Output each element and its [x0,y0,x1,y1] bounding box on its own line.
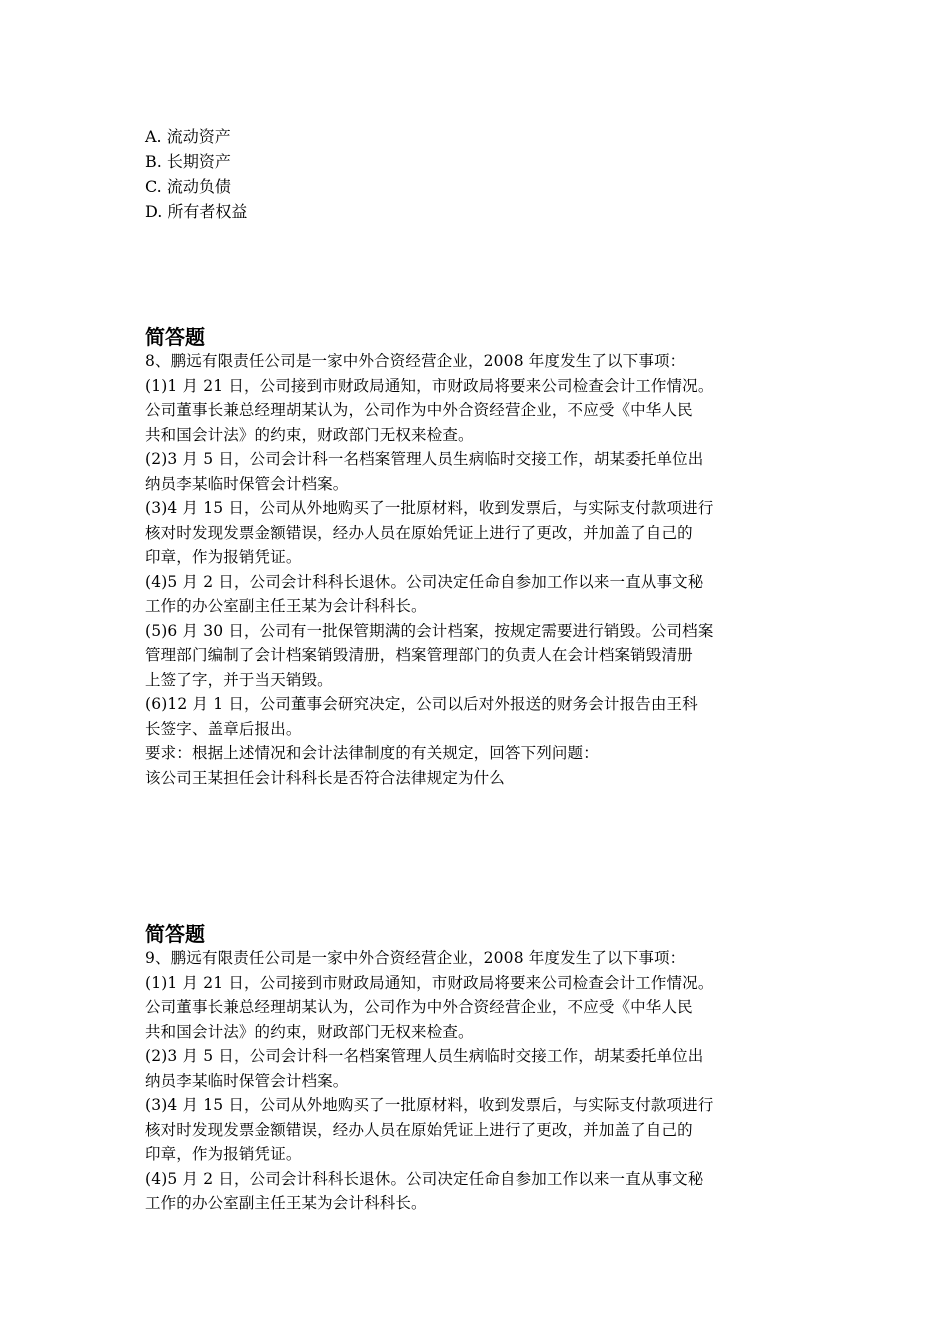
question-line: 9、鹏远有限责任公司是一家中外合资经营企业，2008 年度发生了以下事项： [145,949,686,967]
question-section-9 [145,920,815,1216]
answer-options [145,124,825,224]
question-line: 印章，作为报销凭证。 [145,1145,302,1163]
question-line: (1)1 月 21 日，公司接到市财政局通知，市财政局将要来公司检查会计工作情况。 [145,973,714,992]
option-a: A. 流动资产 [145,127,231,146]
section-heading: 简答题 [145,325,205,349]
question-line: (5)6 月 30 日，公司有一批保管期满的会计档案，按规定需要进行销毁。公司档案 [145,621,714,640]
question-line: 公司董事长兼总经理胡某认为，公司作为中外合资经营企业，不应受《中华人民 [145,401,693,419]
question-line: 工作的办公室副主任王某为会计科科长。 [145,597,427,615]
question-line: (4)5 月 2 日，公司会计科科长退休。公司决定任命自参加工作以来一直从事文秘 [145,572,704,591]
question-line: 印章，作为报销凭证。 [145,548,302,566]
question-line: 核对时发现发票金额错误，经办人员在原始凭证上进行了更改，并加盖了自己的 [145,1120,693,1139]
question-line: 共和国会计法》的约束，财政部门无权来检查。 [145,1022,474,1041]
section-heading: 简答题 [145,922,205,946]
question-section-8 [145,323,815,790]
question-line: 8、鹏远有限责任公司是一家中外合资经营企业，2008 年度发生了以下事项： [145,352,686,370]
question-line: (2)3 月 5 日，公司会计科一名档案管理人员生病临时交接工作，胡某委托单位出 [145,1047,704,1065]
question-line: (4)5 月 2 日，公司会计科科长退休。公司决定任命自参加工作以来一直从事文秘 [145,1169,704,1188]
question-line: 管理部门编制了会计档案销毁清册，档案管理部门的负责人在会计档案销毁清册 [145,646,693,664]
option-c: C. 流动负债 [145,177,231,196]
question-line: 该公司王某担任会计科科长是否符合法律规定为什么 [145,768,505,787]
question-line: (3)4 月 15 日，公司从外地购买了一批原材料，收到发票后，与实际支付款项进行 [145,499,714,517]
question-line: 公司董事长兼总经理胡某认为，公司作为中外合资经营企业，不应受《中华人民 [145,998,693,1016]
question-line: 工作的办公室副主任王某为会计科科长。 [145,1194,427,1212]
question-line: 纳员李某临时保管会计档案。 [145,1071,349,1090]
question-line: 核对时发现发票金额错误，经办人员在原始凭证上进行了更改，并加盖了自己的 [145,523,693,542]
question-line: 长签字、盖章后报出。 [145,719,302,738]
option-b: B. 长期资产 [145,152,231,171]
question-line: 要求：根据上述情况和会计法律制度的有关规定，回答下列问题： [145,744,599,762]
question-line: 纳员李某临时保管会计档案。 [145,474,349,493]
question-line: (6)12 月 1 日，公司董事会研究决定，公司以后对外报送的财务会计报告由王科 [145,695,698,713]
question-line: (3)4 月 15 日，公司从外地购买了一批原材料，收到发票后，与实际支付款项进行 [145,1096,714,1114]
question-line: (2)3 月 5 日，公司会计科一名档案管理人员生病临时交接工作，胡某委托单位出 [145,450,704,468]
option-d: D. 所有者权益 [145,202,248,221]
question-line: 上签了字，并于当天销毁。 [145,670,333,689]
question-line: 共和国会计法》的约束，财政部门无权来检查。 [145,425,474,444]
question-line: (1)1 月 21 日，公司接到市财政局通知，市财政局将要来公司检查会计工作情况。 [145,376,714,395]
